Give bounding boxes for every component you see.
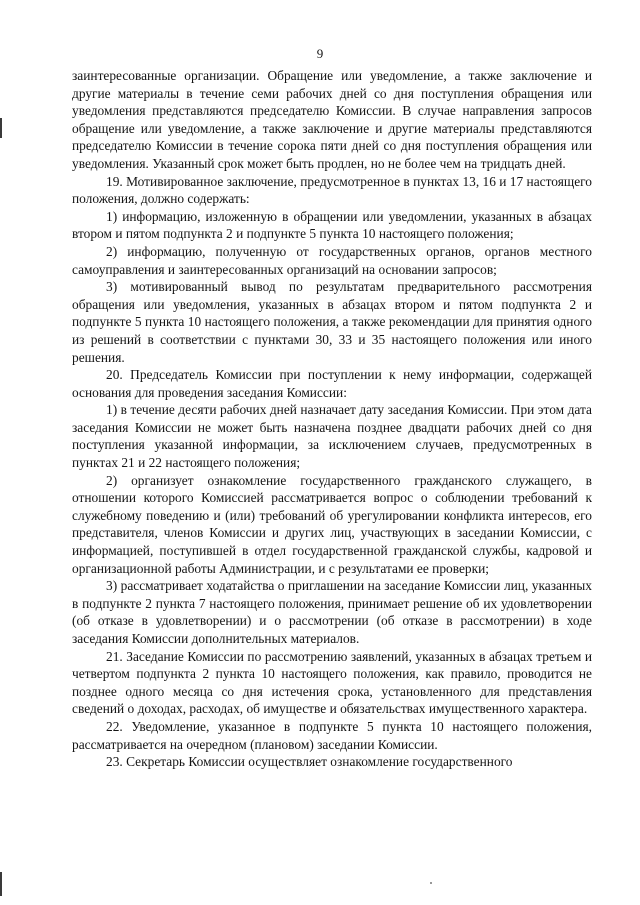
paragraph-subitem-20-3: 3) рассматривает ходатайства о приглашении на заседание Комиссии лиц, указанных в подпункте 2 пункта 7 настоящего положения, принимает решение об их удовлетворении (об отказе в удовлетворении) и о рассмотрении (об отказе в рассмотрении) в ходе заседания Комиссии дополнительных материалов. xyxy=(72,578,592,646)
paragraph-continuation: заинтересованные организации. Обращение или уведомление, а также заключение и другие материалы в течение семи рабочих дней со дня поступления обращения или уведомления представляются председателю Комиссии. В случае направления запросов обращение или уведомление, а также заключение и другие материалы представляются председателю Комиссии в течение сорока пяти дней со дня поступления обращения или уведомления. Указанный срок может быть продлен, но не более чем на тридцать дней. xyxy=(72,68,592,171)
scan-edge-mark xyxy=(0,118,2,138)
paragraph-subitem-20-1: 1) в течение десяти рабочих дней назначает дату заседания Комиссии. При этом дата заседания Комиссии не может быть назначена позднее двадцати рабочих дней со дня поступления указанной информации, за исключением случаев, предусмотренных в пунктах 21 и 22 настоящего положения; xyxy=(72,402,592,471)
paragraph-subitem-19-1: 1) информацию, изложенную в обращении или уведомлении, указанных в абзацах втором и пятом подпункта 2 и подпункте 5 пункта 10 настоящего положения; xyxy=(72,208,592,242)
paragraph-item-21: 21. Заседание Комиссии по рассмотрению заявлений, указанных в абзацах третьем и четвертом подпункта 2 пункта 10 настоящего положения, как правило, проводится не позднее одного месяца со дня истечения срока, установленного для представления сведений о доходах, расходах, об имуществе и обязательствах имущественного характера. xyxy=(72,648,592,717)
paragraph-item-20: 20. Председатель Комиссии при поступлении к нему информации, содержащей основания для проведения заседания Комиссии: xyxy=(72,367,592,400)
scan-edge-mark xyxy=(0,872,2,896)
paragraph-subitem-19-2: 2) информацию, полученную от государственных органов, органов местного самоуправления и заинтересованных организаций на основании запросов; xyxy=(72,243,592,277)
paragraph-item-22: 22. Уведомление, указанное в подпункте 5 пункта 10 настоящего положения, рассматривается на очередном (плановом) заседании Комиссии. xyxy=(72,718,592,752)
paragraph-subitem-19-3: 3) мотивированный вывод по результатам предварительного рассмотрения обращения или уведомления, указанных в абзацах втором и пятом подпункта 2 и подпункте 5 пункта 10 настоящего положения, а также рекомендации для принятия одного из решений в соответствии с пунктами 30, 33 и 35 настоящего положения или иного решения. xyxy=(72,279,592,365)
document-body xyxy=(72,67,592,771)
scan-speck xyxy=(430,882,432,884)
paragraph-subitem-20-2: 2) организует ознакомление государственного гражданского служащего, в отношении которого Комиссией рассматривается вопрос о соблюдении требований к служебному поведению и (или) требований об урегулировании конфликта интересов, его представителя, членов Комиссии и других лиц, участвующих в заседании Комиссии, с информацией, поступившей в отдел государственной гражданской службы, кадровой и организационной работы Администрации, и с результатами ее проверки; xyxy=(72,472,592,576)
paragraph-item-23: 23. Секретарь Комиссии осуществляет ознакомление государственного xyxy=(106,754,513,770)
page-number: 9 xyxy=(316,46,324,61)
paragraph-item-19: 19. Мотивированное заключение, предусмотренное в пунктах 13, 16 и 17 настоящего положения, должно содержать: xyxy=(72,173,592,207)
